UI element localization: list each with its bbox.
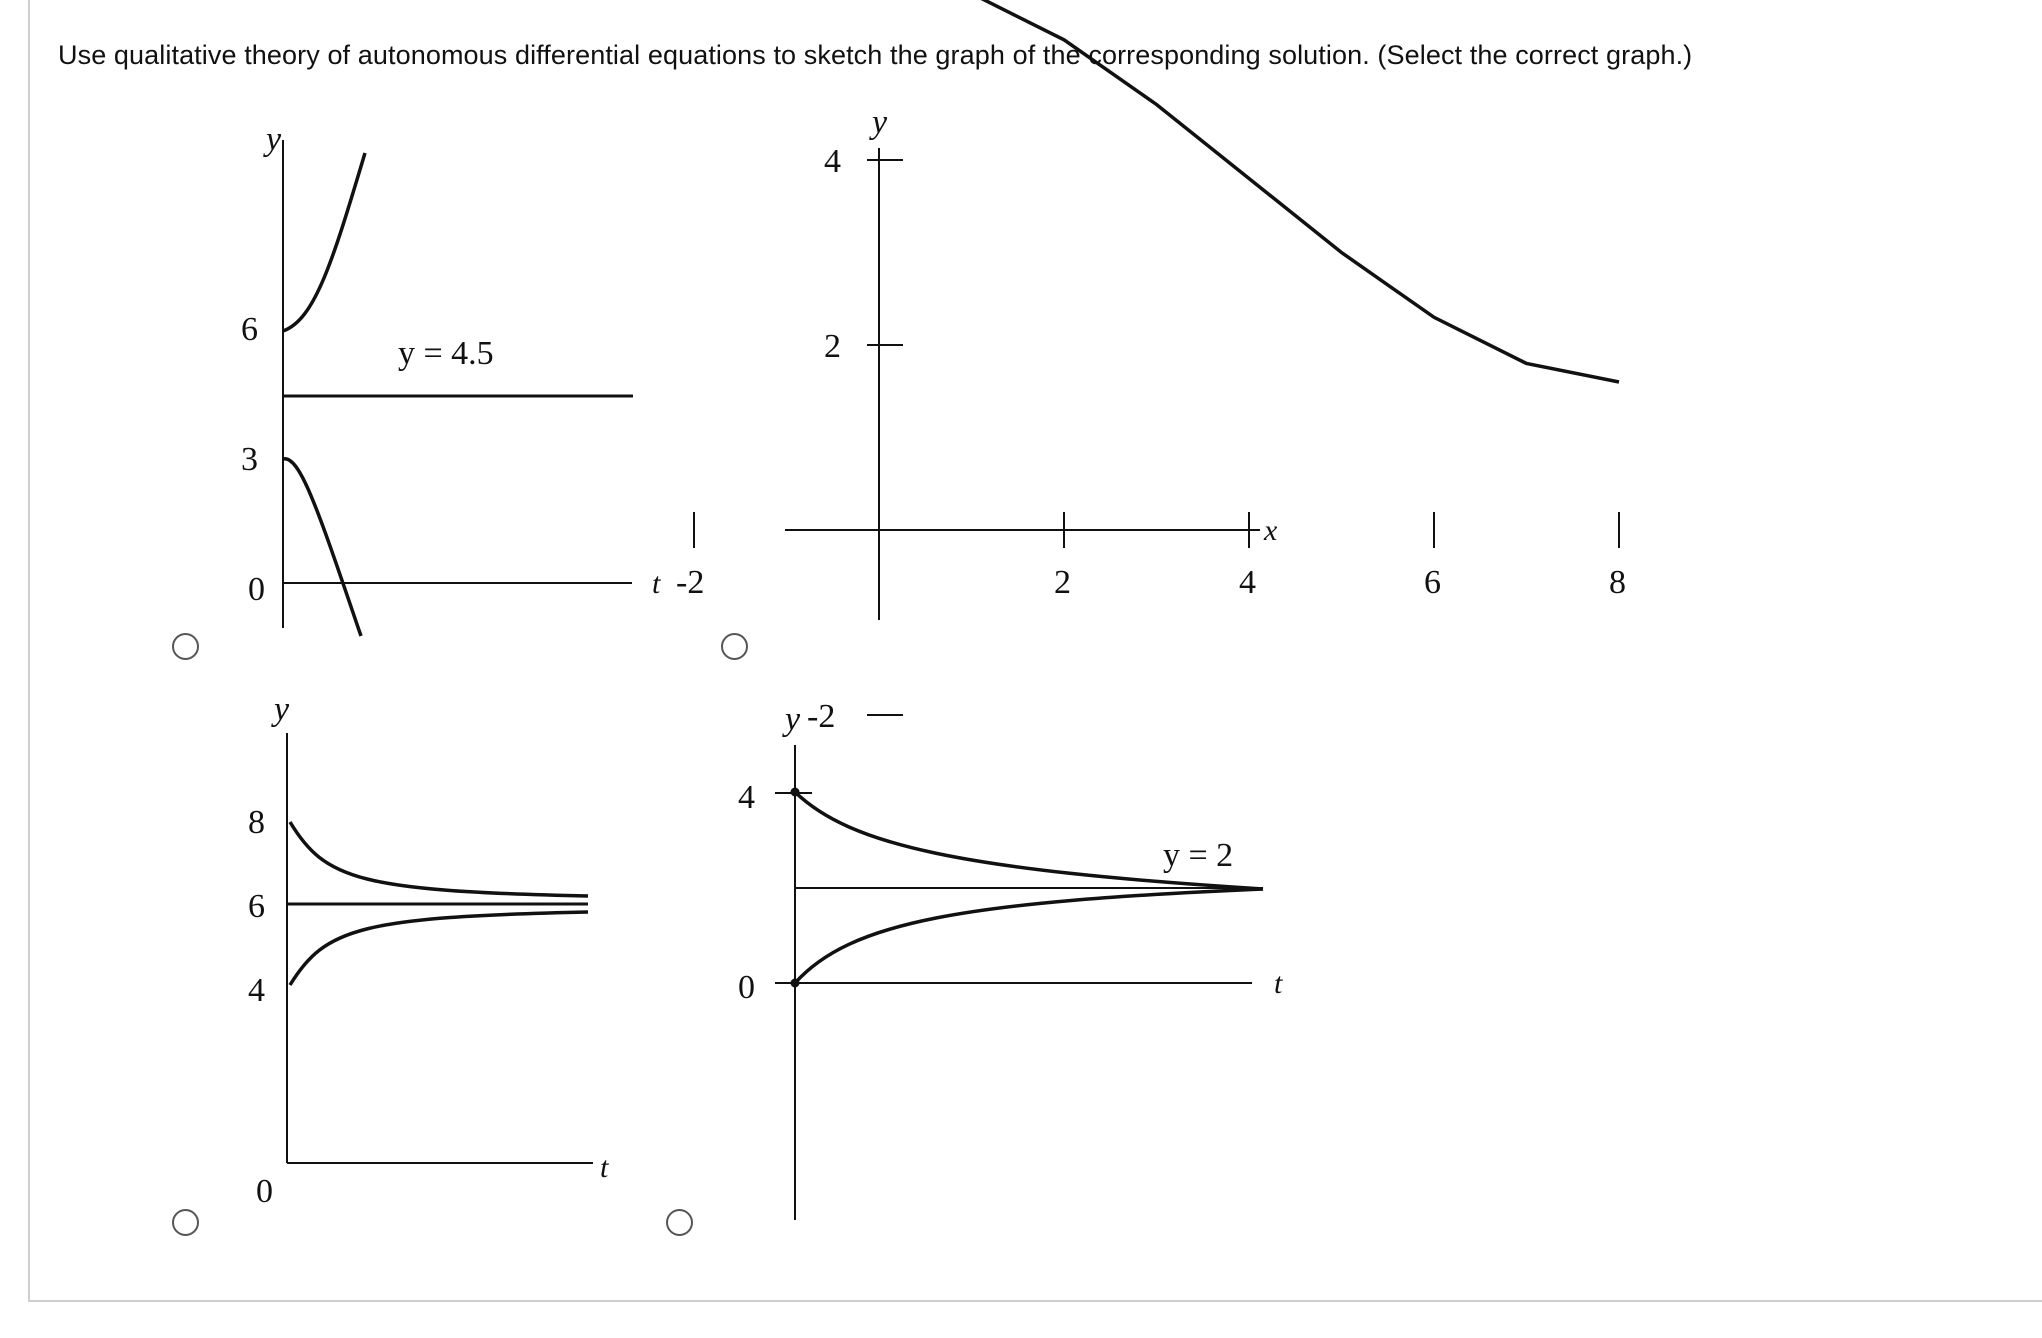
tick-label-0: 0	[256, 1173, 273, 1210]
tick-label-4: 4	[738, 779, 755, 816]
x-axis-label: t	[1274, 967, 1283, 1000]
tick-label-6: 6	[248, 888, 265, 925]
tick-label-3: 3	[241, 441, 258, 478]
tick-label-0: 0	[248, 571, 265, 608]
question-panel	[28, 0, 2042, 1302]
radio-option-a[interactable]	[172, 633, 199, 660]
x-tick-label: 6	[1424, 564, 1441, 601]
y-tick-label: 4	[824, 143, 841, 180]
x-tick-label: 4	[1239, 564, 1256, 601]
equilibrium-annotation: y = 4.5	[398, 335, 494, 372]
y-axis-label: y	[266, 121, 282, 158]
tick-label-0: 0	[738, 969, 755, 1006]
x-tick-label: -2	[676, 564, 705, 601]
y-axis-label: y	[274, 691, 290, 728]
x-axis-label: x	[1264, 514, 1278, 547]
x-tick-label: 2	[1054, 564, 1071, 601]
x-axis-label: t	[652, 567, 661, 600]
y-axis-label: y	[872, 104, 888, 141]
radio-option-c[interactable]	[172, 1209, 199, 1236]
equilibrium-annotation: y = 2	[1163, 837, 1234, 874]
y-tick-label: -2	[807, 698, 836, 735]
tick-label-8: 8	[248, 804, 265, 841]
x-axis-label: t	[600, 1151, 609, 1184]
tick-label-6: 6	[241, 311, 258, 348]
y-tick-label: 2	[824, 328, 841, 365]
x-tick-label: 8	[1609, 564, 1626, 601]
y-axis-label: y	[785, 701, 801, 738]
tick-label-4: 4	[248, 972, 265, 1009]
radio-option-d[interactable]	[666, 1209, 693, 1236]
radio-option-b[interactable]	[721, 633, 748, 660]
question-text: Use qualitative theory of autonomous differential equations to sketch the graph of the corresponding solution. (Select the correct graph.)	[58, 40, 1693, 70]
